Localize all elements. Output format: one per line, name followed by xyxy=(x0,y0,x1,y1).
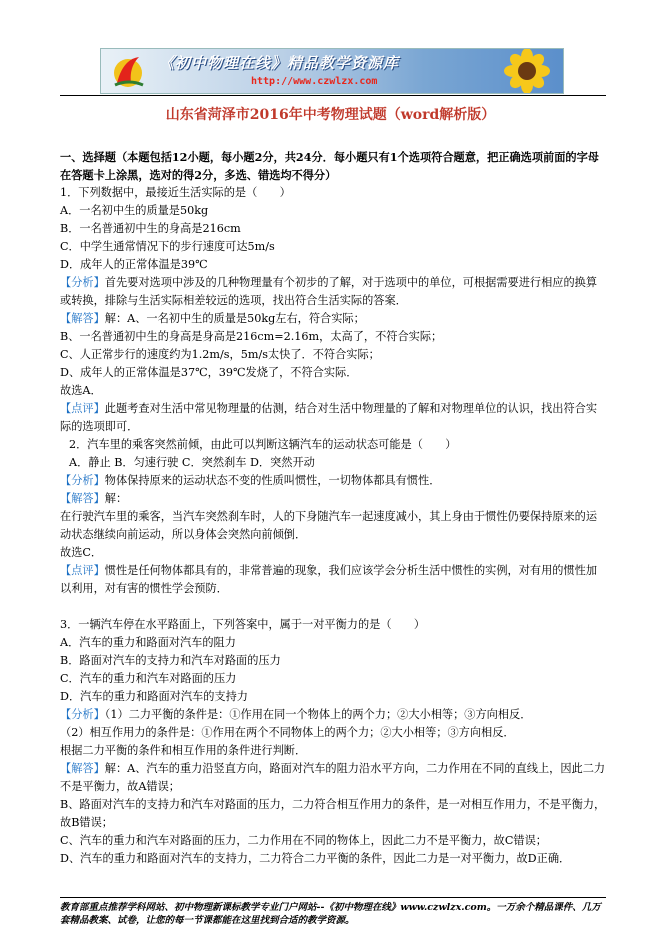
footer-rule xyxy=(60,897,606,898)
q1-answer-4: 故选A． xyxy=(60,384,102,397)
q1-option-c: C．中学生通常情况下的步行速度可达5m/s xyxy=(60,240,275,253)
q2-stem: 2．汽车里的乘客突然前倾，由此可以判断这辆汽车的运动状态可能是（ ） xyxy=(69,438,457,451)
q1-option-b: B．一名普通初中生的身高是216cm xyxy=(60,222,241,235)
answer-tag: 【解答】 xyxy=(60,312,105,325)
q1-analysis xyxy=(60,274,606,310)
q3-answer-text: 解：A、汽车的重力沿竖直方向，路面对汽车的阻力沿水平方向，二力作用在不同的直线上，因此二力不是平衡力，故A错误； xyxy=(60,762,606,793)
q1-answer-0 xyxy=(60,310,606,328)
analysis-tag: 【分析】 xyxy=(60,708,105,721)
comment-tag: 【点评】 xyxy=(60,402,105,415)
document-body xyxy=(60,148,606,868)
page-footer: 教育部重点推荐学科网站、初中物理新课标教学专业门户网站--《初中物理在线》www.czwlzx.com。一万余个精品课件、几万套精品教案、试卷，让您的每一节课都能在这里找到合适的教学资源。 xyxy=(60,902,601,926)
comment-tag: 【点评】 xyxy=(60,564,105,577)
answer-tag: 【解答】 xyxy=(60,762,105,775)
q3-option-d: D．汽车的重力和路面对汽车的支持力 xyxy=(60,690,248,703)
q1-comment-text: 此题考查对生活中常见物理量的估测，结合对生活中物理量的了解和对物理单位的认识，找出符合实际的选项即可． xyxy=(60,402,598,433)
section-heading: 一、选择题（本题包括12小题，每小题2分，共24分．每小题只有1个选项符合题意，把正确选项前面的字母在答题卡上涂黑，选对的得2分，多选、错选均不得分） xyxy=(60,150,599,182)
q2-answer-head-text: 解： xyxy=(104,492,128,505)
answer-tag: 【解答】 xyxy=(60,492,105,505)
q1-option-a: A．一名初中生的质量是50kg xyxy=(60,204,209,217)
q2-options: A．静止 B．匀速行驶 C．突然刹车 D．突然开动 xyxy=(69,456,315,469)
q3-answer-0 xyxy=(60,760,606,796)
header-banner xyxy=(100,48,564,94)
q1-option-d: D．成年人的正常体温是39℃ xyxy=(60,258,208,271)
banner-slogan: 《初中物理在线》精品教学资源库 xyxy=(159,54,400,72)
q3-option-c: C．汽车的重力和汽车对路面的压力 xyxy=(60,672,237,685)
q3-option-a: A．汽车的重力和路面对汽车的阻力 xyxy=(60,636,236,649)
q3-answer-3: D、汽车的重力和路面对汽车的支持力，二力符合二力平衡的条件，因此二力是一对平衡力，故D正确． xyxy=(60,852,571,865)
q2-comment-text: 惯性是任何物体都具有的，非常普遍的现象，我们应该学会分析生活中惯性的实例，对有用的惯性加以利用，对有害的惯性学会预防． xyxy=(60,564,598,595)
q3-option-b: B．路面对汽车的支持力和汽车对路面的压力 xyxy=(60,654,281,667)
q1-stem: 1．下列数据中，最接近生活实际的是（ ） xyxy=(60,186,291,199)
q1-comment xyxy=(60,400,606,436)
sunflower-icon xyxy=(497,49,557,93)
q2-comment xyxy=(60,562,606,598)
q1-answer-1: B、一名普通初中生的身高是身高是216cm=2.16m，太高了，不符合实际； xyxy=(60,330,443,343)
q2-analysis xyxy=(60,472,606,490)
analysis-tag: 【分析】 xyxy=(60,276,105,289)
q3-analysis-text: （1）二力平衡的条件是：①作用在同一个物体上的两个力；②大小相等；③方向相反． xyxy=(104,708,532,721)
site-logo-icon xyxy=(109,53,147,89)
q2-answer-0: 在行驶汽车里的乘客，当汽车突然刹车时，人的下身随汽车一起速度减小，其上身由于惯性仍要保持原来的运动状态继续向前运动，所以身体会突然向前倾倒． xyxy=(60,510,598,541)
header-rule xyxy=(60,95,606,96)
q1-answer-text: 解：A、一名初中生的质量是50kg左右，符合实际； xyxy=(104,312,365,325)
analysis-tag: 【分析】 xyxy=(60,474,105,487)
q2-analysis-text: 物体保持原来的运动状态不变的性质叫惯性，一切物体都具有惯性． xyxy=(104,474,441,487)
q3-answer-1: B、路面对汽车的支持力和汽车对路面的压力，二力符合相互作用力的条件，是一对相互作用力，不是平衡力，故B错误； xyxy=(60,798,606,829)
q3-analysis-1: （2）相互作用力的条件是：①作用在两个不同物体上的两个力；②大小相等；③方向相反． xyxy=(60,726,515,739)
q2-answer-head xyxy=(60,490,606,508)
q2-answer-1: 故选C． xyxy=(60,546,103,559)
q1-answer-2: C、人正常步行的速度约为1.2m/s，5m/s太快了．不符合实际； xyxy=(60,348,380,361)
document-title: 山东省菏泽市2016年中考物理试题（word解析版） xyxy=(165,107,496,123)
q3-stem: 3．一辆汽车停在水平路面上，下列答案中，属于一对平衡力的是（ ） xyxy=(60,618,426,631)
q3-analysis-2: 根据二力平衡的条件和相互作用的条件进行判断． xyxy=(60,744,307,757)
q3-analysis-0 xyxy=(60,706,606,724)
spacer xyxy=(60,598,606,616)
banner-url[interactable]: http://www.czwlzx.com xyxy=(251,76,378,87)
q1-answer-3: D、成年人的正常体温是37℃，39℃发烧了，不符合实际． xyxy=(60,366,358,379)
q1-analysis-text: 首先要对选项中涉及的几种物理量有个初步的了解，对于选项中的单位，可根据需要进行相应的换算或转换，排除与生活实际相差较远的选项，找出符合生活实际的答案． xyxy=(60,276,598,307)
q3-answer-2: C、汽车的重力和汽车对路面的压力，二力作用在不同的物体上，因此二力不是平衡力，故C错误； xyxy=(60,834,547,847)
